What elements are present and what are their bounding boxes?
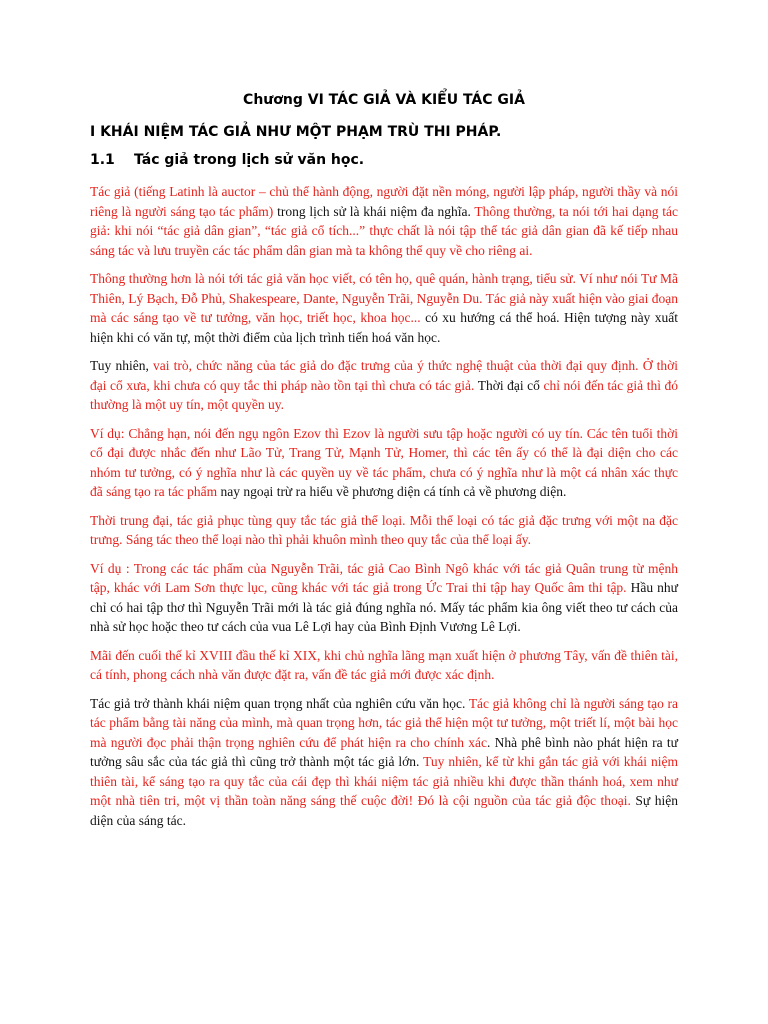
highlighted-text: chỉ nói đến tác giả thì đó thường là một uy tín, một quyền uy.: [90, 377, 678, 412]
paragraph: [90, 559, 678, 637]
document-page: [90, 90, 678, 839]
highlighted-text: Thông thường hơn là nói tới tác giả văn học viết, có tên họ, quê quán, hành trạng, tiểu sử. Ví như nói Tư Mã Thiên, Lý Bạch, Đỗ Phủ, Shakespeare, Dante, Nguyễn Trãi, Nguyễn Du. Tác giả này xuất hiện vào giai đoạn mà các sáng tạo về tư tưởng, văn học, triết học, khoa học...: [90, 271, 678, 325]
subsection-number: 1.1: [90, 152, 115, 168]
paragraph: [90, 424, 678, 502]
highlighted-text: Thời trung đại, tác giả phục tùng quy tắc tác giả thể loại. Mỗi thể loại có tác giả đặc trưng với một na đặc trưng. Sáng tác theo thể loại nào thì phải khuôn mình theo quy tắc của thể loại ấy.: [90, 512, 678, 547]
body-text-run: có xu hướng cá thể hoá. Hiện tượng này xuất hiện khi có văn tự, một thời điểm của lịch trình tiến hoá văn học.: [90, 310, 678, 345]
highlighted-text: Mãi đến cuối thế kỉ XVIII đầu thế kỉ XIX, khi chủ nghĩa lãng mạn xuất hiện ở phương Tây, vấn đề thiên tài, cá tính, phong cách nhà văn được đặt ra, vấn đề tác giả mới được xác định.: [90, 647, 678, 682]
body-text-run: Tác giả trở thành khái niệm quan trọng nhất của nghiên cứu văn học.: [90, 695, 469, 711]
body-text-run: Thời đại cổ: [474, 377, 544, 393]
body-text-run: trong lịch sử là khái niệm đa nghĩa.: [273, 203, 475, 219]
highlighted-text: Ví dụ : Trong các tác phẩm của Nguyễn Trãi, tác giả Cao Bình Ngô khác với tác giả Quân trung từ mệnh tập, khác với Lam Sơn thực lục, cũng khác với tác giả trong Ức Trai thi tập hay Quốc âm thi tập.: [90, 560, 678, 595]
section-heading: I KHÁI NIỆM TÁC GIẢ NHƯ MỘT PHẠM TRÙ THI PHÁP.: [90, 124, 502, 140]
chapter-title: Chương VI TÁC GIẢ VÀ KIỂU TÁC GIẢ: [243, 92, 525, 108]
highlighted-text: Tác giả (tiếng Latinh là auctor – chủ thể hành động, người đặt nền móng, người lập pháp, người thầy và nói riêng là người sáng tạo tác phẩm): [90, 184, 678, 219]
body-text: [90, 182, 678, 830]
subsection-heading: [90, 152, 678, 168]
subsection-title: Tác giả trong lịch sử văn học.: [134, 152, 365, 168]
body-text-run: Hầu như chỉ có hai tập thơ thì Nguyễn Trãi mới là tác giả đúng nghĩa nó. Mấy tác phẩm kia ông viết theo tư cách của nhà sử học hoặc theo tư cách của vua Lê Lợi hay của Bình Định Vương Lê Lợi.: [90, 580, 678, 634]
paragraph: [90, 269, 678, 347]
highlighted-text: Tuy nhiên, kể từ khi gắn tác giả với khái niệm thiên tài, kể sáng tạo ra quy tắc của cái đẹp thì khái niệm tác giả nhiều khi được thần thánh hoá, xem như một nhà tiên tri, một vị thần toàn năng sáng thế cuộc đời! Đó là cội nguồn của tác giả độc thoại.: [90, 754, 679, 808]
highlighted-text: Tác giả không chỉ là người sáng tạo ra tác phẩm bằng tài năng của mình, mà quan trọng hơn, tác giả thể hiện một tư tưởng, một triết lí, một bài học mà người đọc phải thận trọng nghiên cứu để phát hiện ra cho chính xác: [90, 695, 679, 750]
highlighted-text: vai trò, chức năng của tác giả do đặc trưng của ý thức nghệ thuật của thời đại quy định. Ở thời đại cổ xưa, khi chưa có quy tắc thi pháp nào tồn tại thì chưa có tác giả.: [90, 358, 679, 393]
paragraph: [90, 646, 678, 685]
paragraph: [90, 694, 678, 831]
highlighted-text: Thông thường, ta nói tới hai dạng tác giả: khi nói “tác giả dân gian”, “tác giả cổ tích...” thực chất là nói tập thể tác giả dân gian đã kế tiếp nhau sáng tác và lưu truyền các tác phẩm dân gian mà ta không thể quy về cho riêng ai.: [90, 203, 678, 258]
highlighted-text: Ví dụ: Chẳng hạn, nói đến ngụ ngôn Ezov thì Ezov là người sưu tập hoặc người có uy tín. Các tên tuổi thời cổ đại được nhắc đến như Lão Tử, Trang Tử, Mạnh Tử, Homer, thì các tên ấy có thể là đại diện cho các nhóm tư tưởng, có ý nghĩa như là các quyền uy về tác phẩm, chưa có ý nghĩa như là một cá nhân xác thực đã sáng tạo ra tác phẩm: [90, 425, 678, 499]
body-text-run: Tuy nhiên,: [90, 358, 153, 373]
body-text-run: . Nhà phê bình nào phát hiện ra tư tưởng sâu sắc của tác giả thì cũng trở thành một tác giả lớn.: [90, 734, 678, 769]
paragraph: [90, 511, 678, 550]
paragraph: [90, 182, 678, 260]
body-text-run: Sự hiện diện của sáng tác.: [90, 793, 678, 828]
paragraph: [90, 356, 678, 415]
body-text-run: nay ngoại trừ ra hiểu về phương diện cá tính cả về phương diện.: [217, 484, 567, 499]
